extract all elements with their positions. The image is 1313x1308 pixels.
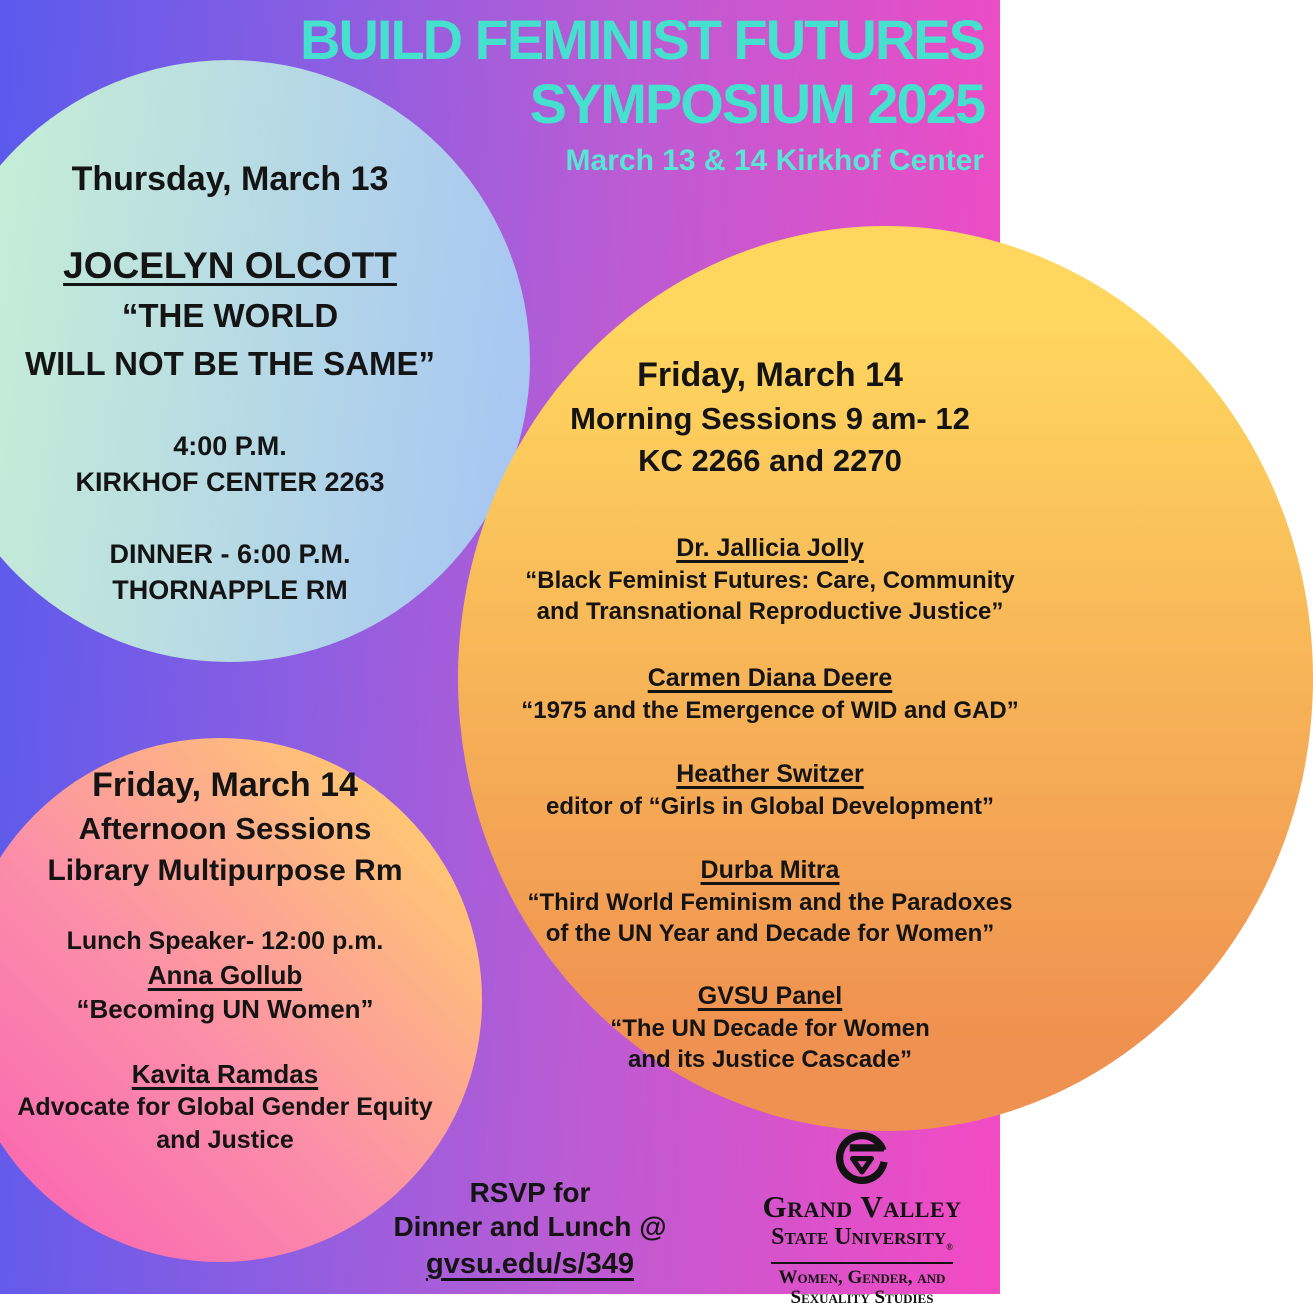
speaker-name [0,958,460,992]
speaker-talk-line: Advocate for Global Gender Equity [17,1093,433,1121]
afternoon-subheading: Afternoon Sessions [78,811,372,846]
thursday-talk-line1: “THE WORLD [121,297,339,334]
registered-mark: ® [946,1241,953,1252]
thursday-dinner-time: DINNER - 6:00 P.M. [109,539,351,569]
morning-heading-block [480,352,1060,482]
speaker-talk-line: “Becoming UN Women” [76,994,374,1024]
rsvp-line1: RSVP for [469,1177,591,1208]
rsvp-link-row [380,1244,680,1284]
thursday-dinner-info [0,536,470,608]
speaker-name-label: Dr. Jallicia Jolly [676,534,864,562]
logo-university-line1: Grand Valley [762,1189,962,1224]
logo-university-name: State University [771,1224,947,1250]
speaker-name-label: Anna Gollub [147,960,303,990]
rsvp-block [380,1176,680,1284]
speaker-talk-line: “Black Feminist Futures: Care, Community [525,567,1015,594]
speaker-name [480,532,1060,565]
morning-speaker-3 [480,758,1060,822]
thursday-dinner-location: THORNAPPLE RM [112,575,348,605]
rsvp-link[interactable]: gvsu.edu/s/349 [426,1248,634,1280]
lunch-speaker-label: Lunch Speaker- 12:00 p.m. [66,927,384,955]
rsvp-line2: Dinner and Lunch @ [393,1211,667,1242]
speaker-talk-line: “Third World Feminism and the Paradoxes [527,889,1013,916]
title-line2: SYMPOSIUM 2025 [529,72,984,135]
morning-speaker-2 [480,662,1060,726]
speaker-talk-line: “1975 and the Emergence of WID and GAD” [521,697,1019,724]
thursday-location: KIRKHOF CENTER 2263 [75,467,385,497]
speaker-name-label: Durba Mitra [700,856,840,884]
speaker-name [480,662,1060,695]
thursday-speaker-name [0,243,470,289]
morning-speaker-1 [480,532,1060,627]
speaker-name [480,758,1060,791]
speaker-name-label: Kavita Ramdas [131,1059,319,1089]
thursday-talk-title [0,292,470,388]
speaker-name [0,1057,460,1091]
title-line1: BUILD FEMINIST FUTURES [300,8,984,71]
gvsu-logo-icon [834,1130,890,1186]
speaker-talk-line: and Transnational Reproductive Justice” [536,598,1004,625]
logo-university-line2 [771,1224,953,1264]
morning-subheading: Morning Sessions 9 am- 12 [570,401,970,436]
speaker-talk-line: and Justice [156,1126,294,1154]
afternoon-speaker-2 [0,1057,460,1157]
morning-location: KC 2266 and 2270 [638,443,902,478]
poster-header [300,8,984,180]
thursday-time: 4:00 P.M. [173,431,287,461]
morning-speaker-4 [480,854,1060,949]
speaker-name [480,854,1060,887]
thursday-heading: Thursday, March 13 [71,160,389,198]
morning-heading: Friday, March 14 [637,356,903,394]
thursday-talk-line2: WILL NOT BE THE SAME” [24,345,436,382]
speaker-talk-line: of the UN Year and Decade for Women” [545,920,995,947]
speaker-talk-line: and its Justice Cascade” [627,1046,913,1073]
speaker-name-label: Heather Switzer [676,760,864,788]
afternoon-location: Library Multipurpose Rm [47,854,403,887]
thursday-time-location [0,428,470,500]
afternoon-heading-block [0,763,460,892]
speaker-name-label: Carmen Diana Deere [647,664,893,692]
thursday-speaker-label: JOCELYN OLCOTT [63,245,397,286]
logo-university-line2-row [740,1224,984,1268]
logo-dept-line2: Sexuality Studies [790,1286,934,1308]
logo-dept-line1: Women, Gender, and [778,1266,946,1288]
speaker-talk-line: “The UN Decade for Women [610,1015,930,1042]
speaker-name [480,980,1060,1013]
speaker-name-label: GVSU Panel [697,982,843,1010]
speaker-talk-line: editor of “Girls in Global Development” [545,793,995,820]
morning-speaker-5 [480,980,1060,1075]
header-subtitle: March 13 & 14 Kirkhof Center [565,144,984,177]
afternoon-lunch-speaker [0,925,460,1026]
gvsu-logo-block [740,1130,984,1308]
afternoon-heading: Friday, March 14 [92,766,358,804]
